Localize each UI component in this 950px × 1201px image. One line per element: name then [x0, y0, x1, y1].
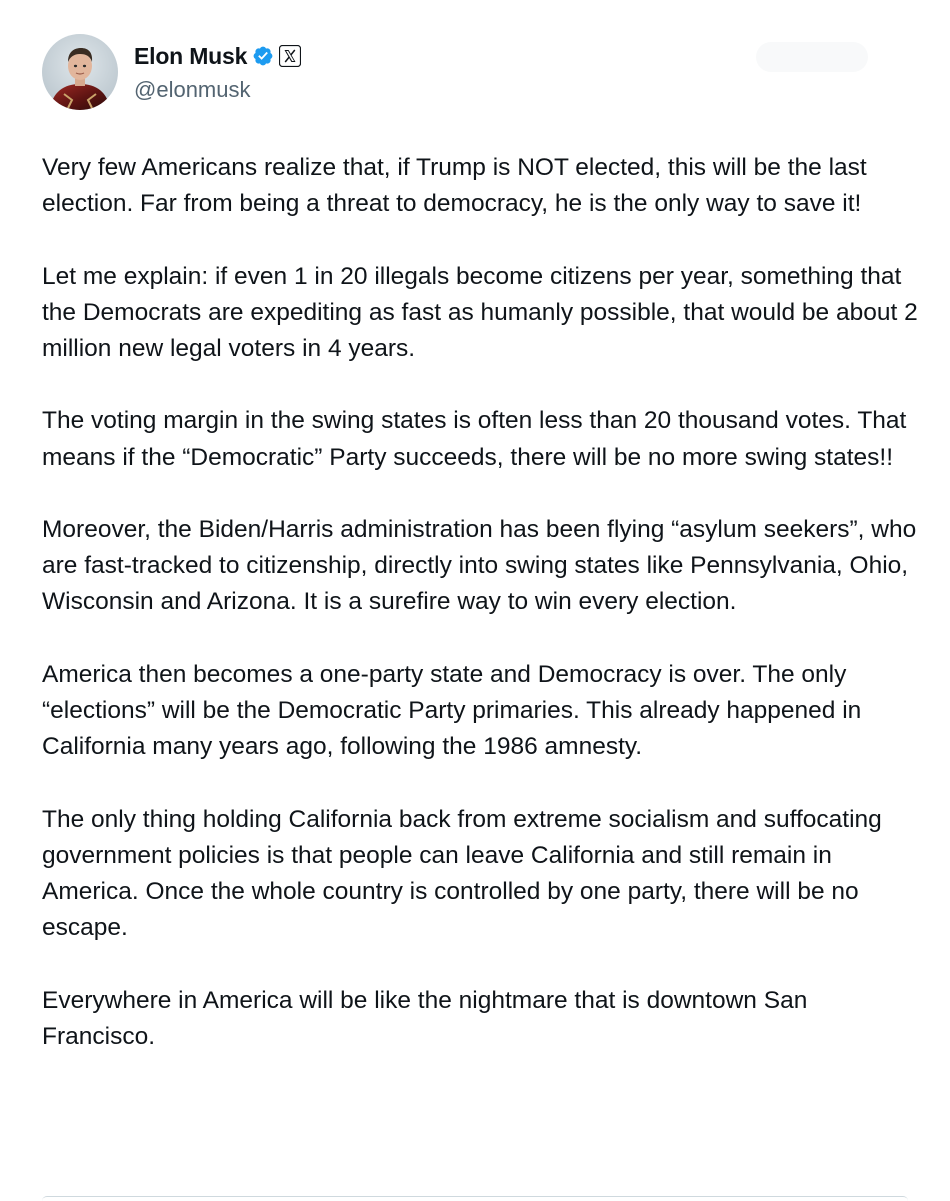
attachment-card-edge	[42, 1196, 908, 1201]
author-info	[134, 41, 301, 103]
post-text	[42, 150, 922, 1091]
post-paragraph: The voting margin in the swing states is often less than 20 thousand votes. That means if the “Democratic” Party succeeds, there will be no more swing states!!	[42, 407, 907, 471]
post-paragraph: America then becomes a one-party state and Democracy is over. The only “elections” will be the Democratic Party primaries. This already happened in California many years ago, following the 1986 amnesty.	[42, 660, 862, 761]
post-paragraph: Very few Americans realize that, if Trump is NOT elected, this will be the last election. Far from being a threat to democracy, he is the only way to save it!	[42, 154, 867, 218]
verified-checkmark-icon[interactable]	[252, 45, 274, 67]
x-logo-icon[interactable]	[279, 45, 301, 67]
post-paragraph: Everywhere in America will be like the nightmare that is downtown San Francisco.	[42, 986, 808, 1050]
avatar-image	[42, 34, 118, 110]
post-paragraph: The only thing holding California back from extreme socialism and suffocating government policies is that people can leave California and still remain in America. Once the whole country is controlled by one party, there will be no escape.	[42, 805, 882, 942]
post-paragraph: Let me explain: if even 1 in 20 illegals become citizens per year, something that the Democrats are expediting as fast as humanly possible, that would be about 2 million new legal voters in 4 years.	[42, 262, 918, 362]
name-row	[134, 41, 301, 71]
follow-button-faded	[756, 42, 868, 72]
post-paragraph: Moreover, the Biden/Harris administration has been flying “asylum seekers”, who are fast-tracked to citizenship, directly into swing states like Pennsylvania, Ohio, Wisconsin and Arizona. It is a surefire way to win every election.	[42, 515, 917, 616]
post-header	[42, 34, 301, 110]
author-handle[interactable]: @elonmusk	[134, 77, 251, 102]
author-display-name[interactable]: Elon Musk	[134, 42, 248, 69]
avatar[interactable]	[42, 34, 118, 110]
